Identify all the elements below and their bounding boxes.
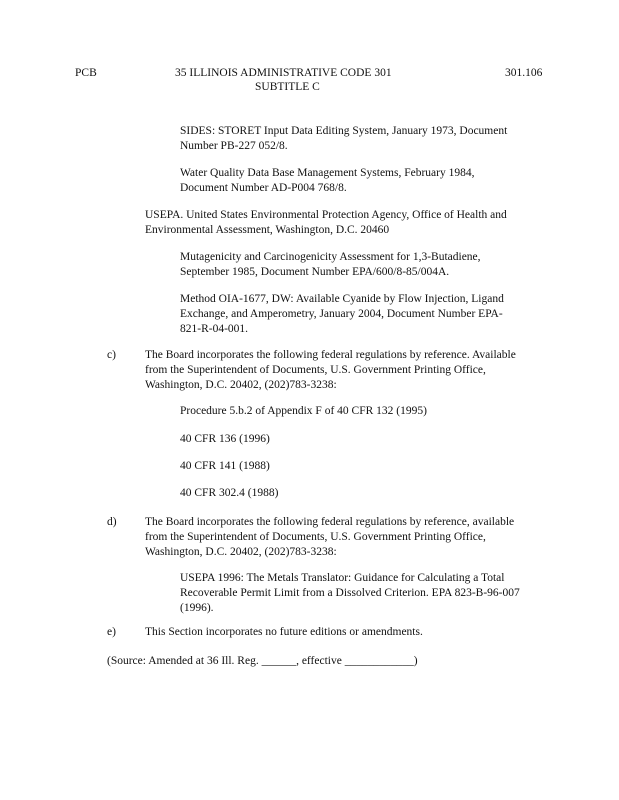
cfr-item: 40 CFR 136 (1996) (180, 433, 270, 445)
doc-line: SIDES: STORET Input Data Editing System, January 1973, Document (180, 125, 508, 137)
reference-line: (1996). (180, 602, 214, 614)
doc-line: Document Number AD-P004 768/8. (180, 182, 347, 194)
subsection-c-marker: c) (107, 349, 116, 361)
reference-line: Recoverable Permit Limit from a Dissolved Criterion. EPA 823-B-96-007 (180, 587, 520, 599)
header-agency: PCB (75, 67, 97, 79)
doc-line: Number PB-227 052/8. (180, 140, 288, 152)
paragraph-line: Washington, D.C. 20402, (202)783-3238: (145, 379, 337, 391)
subsection-e-marker: e) (107, 626, 116, 638)
doc-entry-mutagenicity (180, 250, 481, 280)
paragraph-line: from the Superintendent of Documents, U.S. Government Printing Office, (145, 531, 486, 543)
doc-entry-sides (180, 124, 507, 154)
doc-line: Water Quality Data Base Management Systems, February 1984, (180, 167, 475, 179)
doc-line: Mutagenicity and Carcinogenicity Assessment for 1,3-Butadiene, (180, 251, 481, 263)
header-title: 35 ILLINOIS ADMINISTRATIVE CODE 301 (175, 67, 392, 79)
doc-line: September 1985, Document Number EPA/600/8-85/004A. (180, 266, 450, 278)
doc-line: 821-R-04-001. (180, 323, 249, 335)
header-subtitle: SUBTITLE C (255, 81, 320, 93)
usepa-line: USEPA. United States Environmental Protection Agency, Office of Health and (145, 209, 507, 221)
doc-entry-water-quality (180, 166, 475, 196)
cfr-item: 40 CFR 302.4 (1988) (180, 487, 279, 499)
doc-line: Exchange, and Amperometry, January 2004, Document Number EPA- (180, 308, 503, 320)
paragraph-line: The Board incorporates the following federal regulations by reference, available (145, 516, 515, 528)
metals-translator-reference (180, 571, 520, 616)
cfr-item: 40 CFR 141 (1988) (180, 460, 270, 472)
header-section-number: 301.106 (505, 67, 543, 79)
paragraph-line: Washington, D.C. 20402, (202)783-3238: (145, 546, 337, 558)
doc-entry-method-oia (180, 292, 504, 337)
usepa-line: Environmental Assessment, Washington, D.C. 20460 (145, 224, 390, 236)
subsection-c-text (145, 348, 516, 393)
reference-line: USEPA 1996: The Metals Translator: Guidance for Calculating a Total (180, 572, 505, 584)
source-note: (Source: Amended at 36 Ill. Reg. ______, effective ____________) (107, 655, 418, 667)
subsection-e-text: This Section incorporates no future editions or amendments. (145, 626, 423, 638)
usepa-entry (145, 208, 507, 238)
subsection-d-marker: d) (107, 516, 117, 528)
cfr-item: Procedure 5.b.2 of Appendix F of 40 CFR 132 (1995) (180, 405, 427, 417)
paragraph-line: The Board incorporates the following federal regulations by reference. Available (145, 349, 516, 361)
subsection-d-text (145, 515, 514, 560)
doc-line: Method OIA-1677, DW: Available Cyanide by Flow Injection, Ligand (180, 293, 504, 305)
paragraph-line: from the Superintendent of Documents, U.S. Government Printing Office, (145, 364, 486, 376)
